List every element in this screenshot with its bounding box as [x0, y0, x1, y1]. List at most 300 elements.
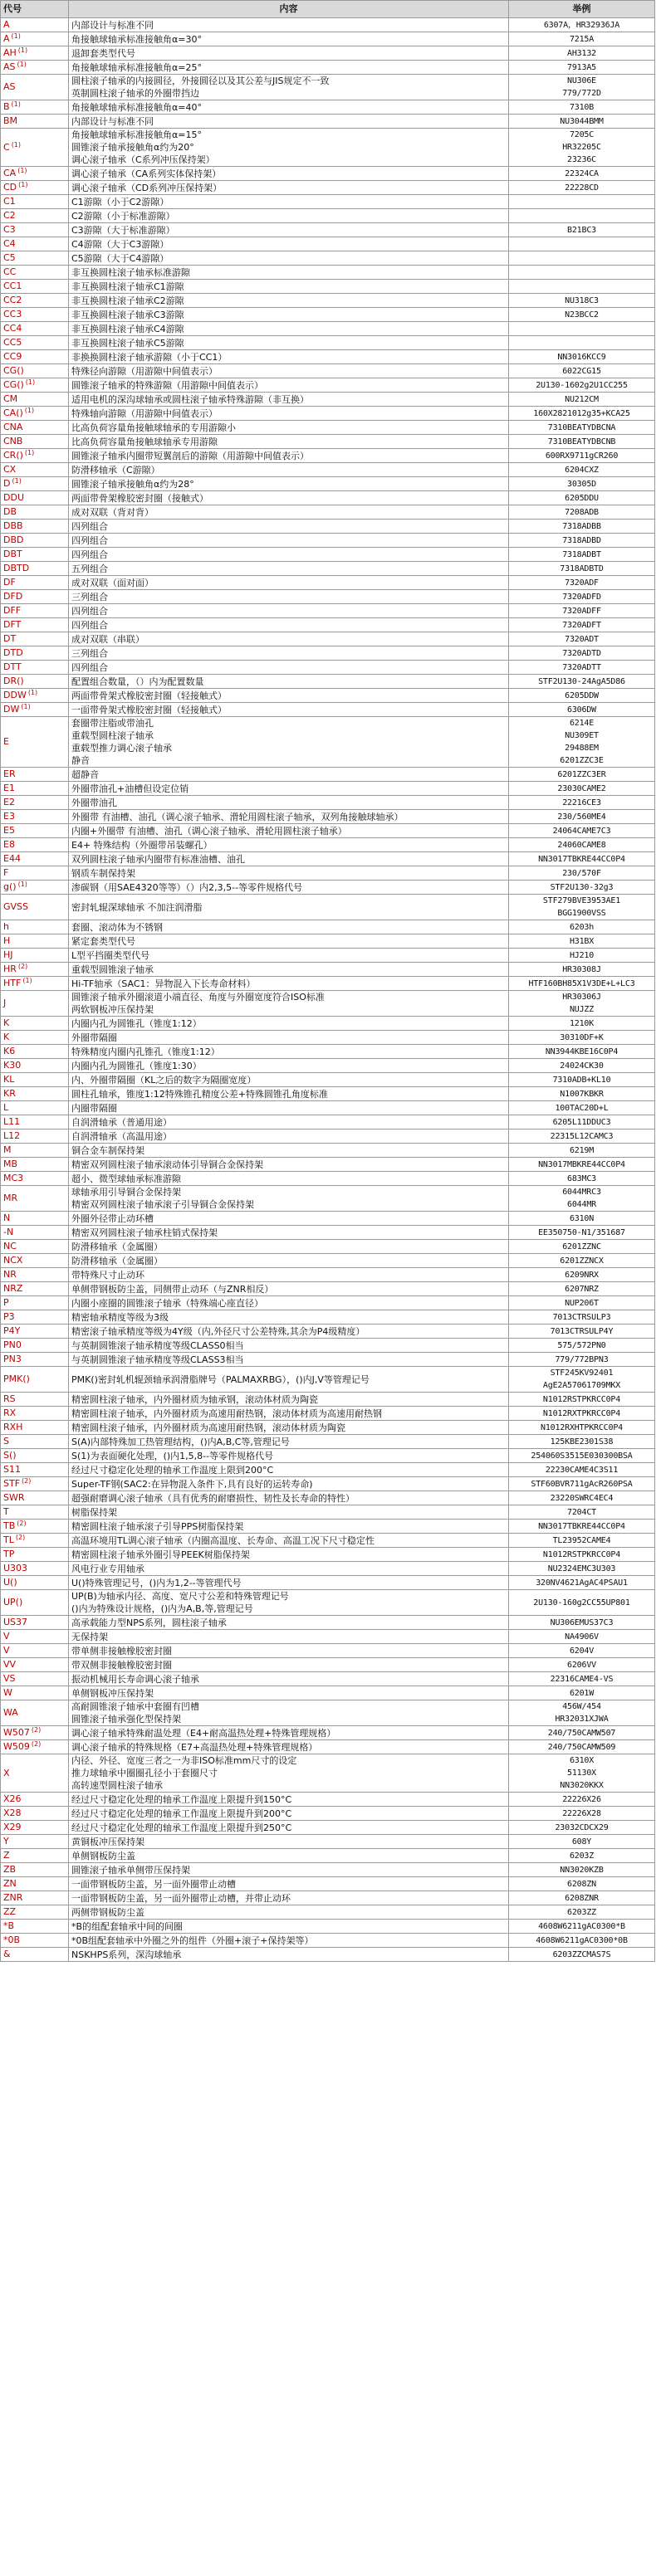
example-line: NU318C3: [565, 295, 599, 305]
code-cell: [1, 1534, 69, 1548]
content-cell: [69, 129, 509, 167]
code-cell: [1, 308, 69, 322]
code-cell: [1, 1115, 69, 1129]
example-line: 125KBE2301S38: [550, 1437, 614, 1447]
code-text: HJ: [3, 949, 13, 960]
content-cell: [69, 1407, 509, 1421]
example-line: 22315L12CAMC3: [550, 1131, 614, 1141]
content-cell: [69, 1754, 509, 1793]
example-cell: [509, 590, 655, 604]
content-cell: [69, 1534, 509, 1548]
content-cell: [69, 1934, 509, 1948]
content-line: 外圈带隔圈: [71, 1032, 117, 1043]
content-line: 调心滚子轴承（C系列冲压保持架）: [71, 154, 215, 165]
content-cell: [69, 1144, 509, 1158]
table-row: [1, 632, 655, 646]
code-cell: [1, 1754, 69, 1793]
example-cell: [509, 1548, 655, 1562]
code-text: AS: [3, 61, 16, 72]
code-text: DFT: [3, 619, 22, 630]
content-line: 圆柱滚子轴承的内接圆径，外接圆径以及其公差与JIS规定不一致: [71, 76, 330, 86]
code-cell: [1, 280, 69, 294]
code-text: W507: [3, 1727, 30, 1738]
example-line: 6201ZZC3E: [560, 756, 604, 765]
table-row: [1, 1158, 655, 1172]
content-cell: [69, 576, 509, 590]
content-cell: [69, 100, 509, 115]
table-row: [1, 1877, 655, 1891]
content-cell: [69, 407, 509, 421]
table-row: [1, 1934, 655, 1948]
code-text: WA: [3, 1707, 18, 1718]
code-text: MC3: [3, 1173, 24, 1183]
example-cell: [509, 646, 655, 661]
example-line: 4608W6211gAC0300*B: [538, 1921, 625, 1931]
content-line: 振动机械用长寿命调心滚子轴承: [71, 1673, 199, 1685]
table-row: [1, 1212, 655, 1226]
example-line: 6310N: [569, 1213, 595, 1223]
content-cell: [69, 1505, 509, 1520]
example-cell: [509, 1282, 655, 1296]
content-line: 成对双联（面对面）: [71, 577, 154, 588]
example-cell: [509, 548, 655, 562]
content-line: 两面带骨架式橡胶密封圈（轻接触式）: [71, 690, 227, 701]
example-cell: [509, 1700, 655, 1726]
example-line: 600RX9711gCR260: [545, 451, 619, 461]
content-cell: [69, 963, 509, 977]
content-cell: [69, 1491, 509, 1505]
code-cell: [1, 1686, 69, 1700]
code-cell: [1, 1296, 69, 1310]
example-cell: [509, 1863, 655, 1877]
content-cell: [69, 378, 509, 393]
table-row: [1, 209, 655, 223]
content-cell: [69, 336, 509, 350]
code-text: E3: [3, 811, 15, 822]
code-cell: [1, 1658, 69, 1672]
table-row: [1, 75, 655, 100]
code-text: F: [3, 867, 9, 878]
content-line: 一面带骨架式橡胶密封圈（轻接触式）: [71, 704, 227, 715]
code-text: PMK(): [3, 1373, 30, 1384]
example-cell: [509, 1407, 655, 1421]
footnote-marker: (1): [12, 477, 22, 485]
content-line: 一面带钢板防尘盖，另一面外圈带止动槽: [71, 1878, 236, 1890]
code-cell: [1, 32, 69, 46]
content-line: 配置组合数量，（）内为配置数量: [71, 676, 204, 687]
table-body: [1, 18, 655, 1962]
code-text: L12: [3, 1130, 21, 1141]
code-text: RS: [3, 1393, 16, 1404]
example-line: 6201ZZNC: [562, 1242, 601, 1251]
table-row: [1, 115, 655, 129]
code-cell: [1, 491, 69, 505]
example-cell: [509, 866, 655, 881]
code-text: ZZ: [3, 1906, 17, 1917]
content-cell: [69, 991, 509, 1017]
code-cell: [1, 251, 69, 266]
content-line: 圆锥滚子轴承接触角α约为20°: [71, 142, 194, 153]
example-line: 6201ZZC3ER: [557, 769, 606, 779]
example-line: 254060S3515E030300BSA: [531, 1451, 633, 1461]
code-text: S: [3, 1436, 9, 1447]
content-line: 外圈带油孔+油槽但设定位销: [71, 783, 189, 794]
example-cell: [509, 1367, 655, 1393]
content-cell: [69, 1339, 509, 1353]
example-cell: [509, 576, 655, 590]
code-text: DT: [3, 633, 17, 644]
example-line: 29488EM: [565, 744, 599, 753]
example-line: 2U130-160g2CC55UP801: [533, 1598, 630, 1608]
content-cell: [69, 810, 509, 824]
table-row: [1, 866, 655, 881]
content-line: 经过尺寸稳定化处理的轴承工作温度上限到200°C: [71, 1464, 274, 1476]
example-line: 6205DDU: [565, 493, 599, 503]
content-line: 非互换圆柱滚子轴承C5游隙: [71, 337, 184, 349]
code-text: CG(): [3, 365, 24, 376]
example-line: NU212CM: [565, 394, 599, 404]
content-cell: [69, 435, 509, 449]
content-line: 精密圆柱滚子轴承外圈引导PEEK树脂保持架: [71, 1549, 250, 1560]
code-text: X: [3, 1767, 10, 1778]
code-cell: [1, 881, 69, 895]
content-line: 非互换圆柱滚子轴承C2游隙: [71, 295, 184, 306]
content-cell: [69, 934, 509, 949]
content-line: 带双侧非接触橡胶密封圈: [71, 1659, 172, 1671]
table-row: [1, 1700, 655, 1726]
example-cell: [509, 1905, 655, 1920]
table-row: [1, 1658, 655, 1672]
example-line: 575/572PN0: [557, 1340, 606, 1350]
code-cell: [1, 1172, 69, 1186]
content-line: E4+ 特殊结构（外圈带吊装螺孔）: [71, 839, 213, 851]
content-cell: [69, 61, 509, 75]
table-row: [1, 1793, 655, 1807]
example-cell: [509, 562, 655, 576]
content-line: 渗碳钢（用SAE4320等等）（）内2,3,5--等零件规格代号: [71, 881, 303, 893]
example-line: 6209NRX: [565, 1270, 599, 1280]
table-row: [1, 920, 655, 934]
content-line: 圆锥滚子轴承强化型保持架: [71, 1714, 181, 1725]
code-text: -N: [3, 1227, 14, 1237]
code-cell: [1, 934, 69, 949]
table-row: [1, 1616, 655, 1630]
code-cell: [1, 1740, 69, 1754]
table-row: [1, 689, 655, 703]
table-row: [1, 1115, 655, 1129]
content-cell: [69, 1158, 509, 1172]
example-line: 6203ZZ: [567, 1907, 596, 1917]
example-line: AgE2A57061709MKX: [542, 1381, 621, 1390]
table-row: [1, 1576, 655, 1590]
example-cell: [509, 782, 655, 796]
example-line: 1210K: [569, 1018, 595, 1028]
content-cell: [69, 1226, 509, 1240]
content-cell: [69, 1296, 509, 1310]
table-row: [1, 1129, 655, 1144]
example-cell: [509, 181, 655, 195]
content-cell: [69, 1325, 509, 1339]
code-text: SWR: [3, 1492, 25, 1503]
example-cell: [509, 378, 655, 393]
code-text: MR: [3, 1193, 18, 1203]
code-text: NRZ: [3, 1283, 23, 1294]
footnote-marker: (2): [31, 1740, 42, 1748]
code-text: CC9: [3, 351, 22, 362]
content-cell: [69, 18, 509, 32]
example-line: HR30306J: [562, 993, 601, 1002]
content-cell: [69, 1115, 509, 1129]
footnote-marker: (1): [25, 378, 36, 386]
table-row: [1, 852, 655, 866]
code-text: ER: [3, 768, 16, 779]
content-cell: [69, 1421, 509, 1435]
example-line: 6204V: [569, 1646, 595, 1656]
content-line: 内圈+外圈带 有油槽、油孔（调心滚子轴承、滑轮用圆柱滚子轴承）: [71, 825, 347, 837]
example-line: 160X2821012g35+KCA25: [533, 408, 630, 418]
code-text: UP(): [3, 1597, 23, 1608]
example-line: STF279BVE3953AE1: [542, 896, 621, 905]
table-row: [1, 266, 655, 280]
code-text: C4: [3, 238, 16, 249]
table-row: [1, 505, 655, 520]
code-cell: [1, 477, 69, 491]
example-cell: [509, 1891, 655, 1905]
example-line: 6214E: [569, 719, 595, 728]
code-text: DF: [3, 577, 16, 588]
example-line: 7013CTRSULP4Y: [550, 1326, 614, 1336]
code-cell: [1, 717, 69, 768]
example-cell: [509, 1520, 655, 1534]
code-cell: [1, 1793, 69, 1807]
code-cell: [1, 604, 69, 618]
code-cell: [1, 336, 69, 350]
example-cell: [509, 308, 655, 322]
content-line: 成对双联（背对背）: [71, 506, 154, 518]
code-cell: [1, 920, 69, 934]
code-text: W509: [3, 1741, 30, 1752]
code-text: CM: [3, 393, 18, 404]
content-cell: [69, 1686, 509, 1700]
content-cell: [69, 75, 509, 100]
code-text: RXH: [3, 1422, 23, 1432]
example-line: 779/772BPN3: [555, 1354, 609, 1364]
footnote-marker: (1): [17, 881, 27, 888]
header-example: 举例: [509, 1, 655, 18]
content-line: 精密双列圆柱滚子轴承滚动体引导铜合金保持架: [71, 1159, 263, 1170]
content-line: 防滑移轴承（金属圈）: [71, 1255, 163, 1266]
code-text: CC5: [3, 337, 22, 348]
example-line: 7320ADFT: [562, 620, 601, 630]
example-line: H31BX: [569, 936, 595, 946]
code-cell: [1, 1325, 69, 1339]
code-text: CC2: [3, 295, 22, 305]
content-line: 英制圆柱滚子轴承的外圈带挡边: [71, 88, 199, 99]
content-line: 非换换圆柱滚子轴承游隙（小于CC1）: [71, 351, 228, 363]
content-line: 铜合金车制保持架: [71, 1144, 144, 1156]
code-text: DW: [3, 704, 20, 715]
example-cell: [509, 920, 655, 934]
example-line: 6044MRC3: [562, 1188, 601, 1197]
footnote-marker: (1): [11, 32, 21, 40]
example-cell: [509, 1505, 655, 1520]
table-row: [1, 477, 655, 491]
code-cell: [1, 364, 69, 378]
example-line: 22316CAME4-VS: [550, 1674, 614, 1684]
table-row: [1, 393, 655, 407]
example-line: N1012RXTPKRCC0P4: [542, 1408, 621, 1418]
content-line: 高温环境用TL调心滚子轴承（内圈高温度、长寿命、高温工况下尺寸稳定性: [71, 1534, 375, 1546]
table-row: [1, 1172, 655, 1186]
table-row: [1, 364, 655, 378]
content-cell: [69, 689, 509, 703]
content-line: S(A)内部特殊加工热管理结构，()内A,B,C等,管理记号: [71, 1436, 290, 1447]
code-cell: [1, 237, 69, 251]
example-line: NN3020KZB: [560, 1865, 604, 1875]
code-text: h: [3, 921, 9, 932]
code-cell: [1, 266, 69, 280]
content-line: 自润滑轴承（普通用途）: [71, 1116, 172, 1128]
example-line: 23030CAME2: [557, 783, 606, 793]
content-line: 自润滑轴承（高温用途）: [71, 1130, 172, 1142]
content-cell: [69, 322, 509, 336]
code-cell: [1, 1435, 69, 1449]
content-line: 经过尺寸稳定化处理的轴承工作温度上限提升到250°C: [71, 1822, 292, 1833]
table-row: [1, 181, 655, 195]
content-cell: [69, 796, 509, 810]
content-line: 推力球轴承中圈圈孔径小于套圈尺寸: [71, 1768, 218, 1778]
example-cell: [509, 1877, 655, 1891]
table-row: [1, 604, 655, 618]
table-row: [1, 1226, 655, 1240]
example-line: 24060CAME8: [557, 840, 606, 850]
table-row: [1, 1186, 655, 1212]
example-cell: [509, 1240, 655, 1254]
example-line: 4608W6211gAC0300*0B: [536, 1935, 628, 1945]
content-cell: [69, 181, 509, 195]
content-cell: [69, 1920, 509, 1934]
example-line: 608Y: [571, 1837, 592, 1847]
code-cell: [1, 1920, 69, 1934]
example-cell: [509, 1172, 655, 1186]
example-cell: [509, 1339, 655, 1353]
code-text: D: [3, 478, 11, 489]
example-cell: [509, 115, 655, 129]
header-content: 内容: [69, 1, 509, 18]
example-line: 6206VV: [567, 1660, 596, 1670]
table-row: [1, 562, 655, 576]
content-cell: [69, 1087, 509, 1101]
content-cell: [69, 1463, 509, 1477]
example-line: 22226X28: [562, 1808, 601, 1818]
content-line: *0B组配套轴承中外圈之外的组件（外圈+滚子+保持架等）: [71, 1934, 314, 1946]
example-cell: [509, 477, 655, 491]
example-line: 6022CG15: [562, 366, 601, 376]
content-line: 调心滚子轴承（CA系列实体保持架）: [71, 168, 222, 179]
example-line: NN3017TBKRE44CC0P4: [538, 854, 625, 864]
example-line: 6204CXZ: [565, 465, 599, 475]
example-line: 22226X26: [562, 1794, 601, 1804]
content-line: 特殊轴向游隙（用游隙中间值表示）: [71, 407, 218, 419]
example-line: 230/570F: [562, 868, 601, 878]
footnote-marker: (1): [17, 61, 27, 68]
code-cell: [1, 195, 69, 209]
content-cell: [69, 977, 509, 991]
code-cell: [1, 1505, 69, 1520]
code-text: US37: [3, 1617, 28, 1627]
example-line: HR32031XJWA: [555, 1715, 609, 1724]
example-line: 51130X: [567, 1769, 596, 1778]
code-text: K: [3, 1032, 10, 1042]
content-line: 圆锥滚子轴承的特殊游隙（用游隙中间值表示）: [71, 379, 263, 391]
code-cell: [1, 576, 69, 590]
code-text: C2: [3, 210, 16, 221]
table-row: [1, 1491, 655, 1505]
content-line: 与英制圆锥滚子轴承精度等级CLASS0相当: [71, 1339, 244, 1351]
example-line: 6203Z: [569, 1851, 595, 1861]
code-cell: [1, 1367, 69, 1393]
example-line: 7013CTRSULP3: [552, 1312, 611, 1322]
example-line: NN3017TBKRE44CC0P4: [538, 1521, 625, 1531]
content-cell: [69, 1548, 509, 1562]
example-line: 22324CA: [565, 168, 599, 178]
code-text: *0B: [3, 1934, 21, 1945]
code-cell: [1, 1212, 69, 1226]
content-line: 内部设计与标准不同: [71, 19, 154, 31]
table-row: [1, 280, 655, 294]
content-line: 调心滚子轴承特殊耐温处理（E4+耐高温热处理+特殊管理规格）: [71, 1727, 336, 1739]
content-cell: [69, 1562, 509, 1576]
table-row: [1, 463, 655, 477]
example-cell: [509, 336, 655, 350]
content-cell: [69, 308, 509, 322]
example-cell: [509, 1212, 655, 1226]
code-text: W: [3, 1687, 12, 1698]
example-cell: [509, 1421, 655, 1435]
code-cell: [1, 590, 69, 604]
example-cell: [509, 46, 655, 61]
table-row: [1, 675, 655, 689]
content-line: 高转速型圆柱滚子轴承: [71, 1780, 163, 1791]
content-cell: [69, 703, 509, 717]
table-row: [1, 1101, 655, 1115]
example-line: 23220SWRC4EC4: [550, 1493, 614, 1503]
code-text: CNB: [3, 436, 23, 446]
code-text: K6: [3, 1046, 16, 1056]
table-row: [1, 1254, 655, 1268]
code-text: NR: [3, 1269, 17, 1280]
example-cell: [509, 1807, 655, 1821]
code-cell: [1, 1672, 69, 1686]
example-cell: [509, 350, 655, 364]
code-text: M: [3, 1144, 12, 1155]
content-cell: [69, 1310, 509, 1325]
example-cell: [509, 393, 655, 407]
content-cell: [69, 1477, 509, 1491]
example-cell: [509, 1017, 655, 1031]
table-row: [1, 1031, 655, 1045]
code-cell: [1, 977, 69, 991]
content-line: 超静音: [71, 768, 99, 780]
content-line: 内圈带隔圈: [71, 1102, 117, 1114]
table-row: [1, 548, 655, 562]
table-row: [1, 1672, 655, 1686]
code-cell: [1, 1144, 69, 1158]
code-text: PN0: [3, 1339, 22, 1350]
content-cell: [69, 548, 509, 562]
content-line: 圆锥滚子轴承外圈滚道小端直径、角度与外圈宽度符合ISO标准: [71, 992, 325, 1003]
content-cell: [69, 1821, 509, 1835]
